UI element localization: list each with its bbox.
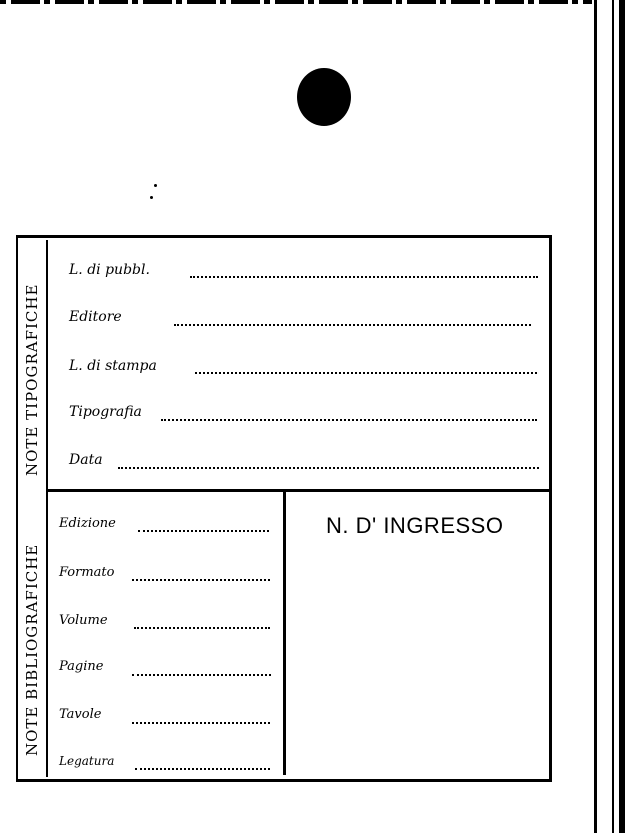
card-right-edge	[592, 0, 625, 833]
field-volume: Volume	[59, 613, 108, 628]
field-editore: Editore	[69, 309, 122, 325]
field-edizione: Edizione	[59, 516, 116, 531]
numero-ingresso-label: N. D' INGRESSO	[326, 513, 504, 538]
dotted-line	[118, 467, 539, 469]
column-divider	[283, 492, 286, 775]
punch-hole	[297, 68, 351, 126]
speck	[150, 196, 153, 199]
dotted-line	[138, 530, 269, 532]
section-label-rule	[46, 240, 48, 777]
field-tavole: Tavole	[59, 707, 102, 722]
dotted-line	[195, 372, 537, 374]
top-edge	[0, 0, 600, 4]
field-tipografia: Tipografia	[69, 404, 142, 420]
dotted-line	[135, 768, 270, 770]
section-divider	[46, 489, 552, 492]
speck	[154, 184, 157, 187]
section-label-tipografiche: NOTE TIPOGRAFICHE	[23, 283, 41, 476]
dotted-line	[174, 324, 531, 326]
field-formato: Formato	[59, 565, 115, 580]
dotted-line	[161, 419, 537, 421]
field-luogo-pubblicazione: L. di pubbl.	[69, 262, 150, 278]
dotted-line	[132, 674, 271, 676]
dotted-line	[132, 579, 270, 581]
field-luogo-stampa: L. di stampa	[69, 358, 157, 374]
field-pagine: Pagine	[59, 659, 104, 674]
field-legatura: Legatura	[59, 754, 115, 768]
section-label-bibliografiche: NOTE BIBLIOGRAFICHE	[23, 543, 41, 756]
dotted-line	[132, 722, 270, 724]
dotted-line	[134, 627, 270, 629]
dotted-line	[190, 276, 538, 278]
field-data: Data	[69, 452, 103, 468]
